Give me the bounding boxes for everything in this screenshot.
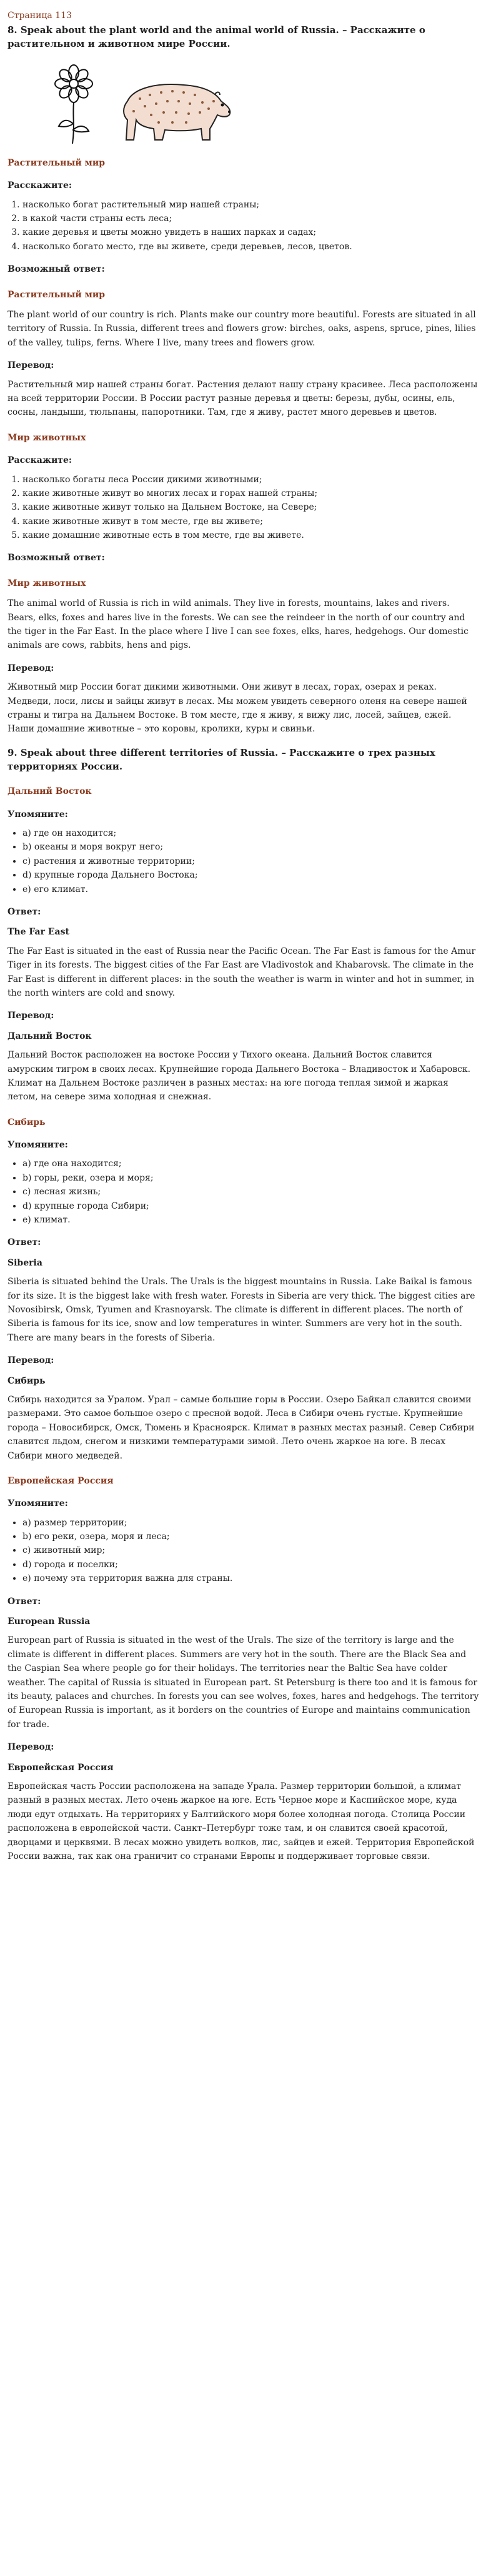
animal-heading: Мир животных bbox=[7, 432, 86, 443]
siberia-text-en: Siberia is situated behind the Urals. The Urals is the biggest mountains in Russia. Lake Baikal is famous for its size. It is the biggest lake with fresh water. Forests in Siberia are very thick. The biggest cities are Novosibirsk, Omsk, Tyumen and Krasnoyarsk. The climate is different in different places. The north of Siberia is famous for its ice, snow and low temperatures in winter. Summers are very hot in the south. There are many bears in the forests of Siberia. bbox=[7, 1277, 475, 1343]
list-item: 2. в какой части страны есть леса; bbox=[22, 212, 480, 225]
fareast-heading: Дальний Восток bbox=[7, 786, 92, 797]
siberia-heading: Сибирь bbox=[7, 1117, 46, 1127]
task9-title: 9. Speak about three different territories of Russia. – Расскажите о трех разных территориях России. bbox=[7, 746, 435, 772]
siberia-text-ru: Сибирь находится за Уралом. Урал – самые большие горы в России. Озеро Байкал славится своими размерами. Это самое большое озеро с пресной водой. Леса в Сибири очень густые. Крупнейшие города – Новосибирск, Омск, Тюмень и Красноярск. Климат в разных местах разный. Север Сибири славится льдом, снегом и низкими температурами зимой. Лето очень жаркое на юге. В лесах Сибири много медведей. bbox=[7, 1394, 475, 1461]
list-item: • d) крупные города Сибири; bbox=[22, 1199, 480, 1213]
animal-text-ru: Животный мир России богат дикими животными. Они живут в лесах, горах, озерах и реках. Медведи, лоси, лисы и зайцы живут в лесах. Мы можем увидеть северного оленя на севере нашей страны и тигра на Дальнем Востоке. В том месте, где я живу, я вижу лис, лосей, зайцев, ежей. Наши домашние животные – это коровы, кролики, куры и свиньи. bbox=[7, 682, 467, 735]
fareast-text-ru: Дальний Восток расположен на востоке России у Тихого океана. Дальний Восток славится амурским тигром в своих лесах. Крупнейшие города Дальнего Востока – Владивосток и Хабаровск. Климат на Дальнем Востоке различен в разных местах: на юге погода теплая зимой и жаркая летом, на севере зима холодная и снежная. bbox=[7, 1050, 471, 1102]
fareast-text-en: The Far East is situated in the east of Russia near the Pacific Ocean. The Far East is famous for the Amur Tiger in its forests. The biggest cities of the Far East are Vladivostok and Khabarovsk. The climate in the Far East is different in different places: in the south the weather is warm in winter and hot in summer, in the north winters are cold and snowy. bbox=[7, 946, 476, 998]
europe-answer-label: Ответ: bbox=[7, 1596, 41, 1607]
list-item: 1. насколько богат растительный мир нашей страны; bbox=[22, 198, 480, 212]
siberia-translation-label: Перевод: bbox=[7, 1355, 54, 1366]
list-item: 4. какие животные живут в том месте, где вы живете; bbox=[22, 515, 480, 528]
task8-title: 8. Speak about the plant world and the animal world of Russia. – Расскажите о растительном и животном мире России. bbox=[7, 24, 425, 50]
animal-list bbox=[7, 473, 480, 543]
fareast-answer-label: Ответ: bbox=[7, 907, 41, 918]
list-item: • d) города и поселки; bbox=[22, 1558, 480, 1572]
fareast-list bbox=[7, 826, 480, 896]
siberia-mention-label: Упомяните: bbox=[7, 1140, 68, 1151]
page-label: Страница 113 bbox=[7, 11, 72, 21]
siberia-en-title: Siberia bbox=[7, 1257, 42, 1268]
plant-translation-label: Перевод: bbox=[7, 360, 54, 371]
list-item: • c) растения и животные территории; bbox=[22, 855, 480, 868]
list-item: 1. насколько богаты леса России дикими животными; bbox=[22, 473, 480, 487]
europe-text-ru: Европейская часть России расположена на западе Урала. Размер территории большой, а климат разный в разных местах. Лето очень жаркое на юге. Есть Черное море и Каспийское море, куда люди едут отдыхать. На территориях у Балтийского моря более холодная погода. Столица России расположена в европейской части. Санкт–Петербург тоже там, и он славится своей красотой, дворцами и церквями. В лесах можно увидеть волков, лис, зайцев и ежей. Территория Европейской России важна, так как она граничит со странами Европы и поддерживает торговые связи. bbox=[7, 1781, 475, 1861]
list-item: • b) океаны и моря вокруг него; bbox=[22, 840, 480, 854]
bear-icon bbox=[115, 76, 234, 145]
siberia-list bbox=[7, 1157, 480, 1227]
europe-text-en: European part of Russia is situated in the west of the Urals. The size of the territory is large and the climate is different in different places. Summers are very hot in the south. There are the Black Sea and the Caspian Sea where people go for their holidays. The territories near the Baltic Sea have colder weather. The capital of Russia is situated in European part. St Petersburg is there too and it is famous for its beauty, palaces and churches. In forests you can see wolves, foxes, hares and hedgehogs. The territory of European Russia is important, as it borders on the countries of Europe and maintains communication for trade. bbox=[7, 1635, 479, 1730]
fareast-en-title: The Far East bbox=[7, 927, 69, 938]
fareast-ru-title: Дальний Восток bbox=[7, 1031, 92, 1041]
list-item: 5. какие домашние животные есть в том месте, где вы живете. bbox=[22, 528, 480, 542]
fareast-mention-label: Упомяните: bbox=[7, 809, 68, 820]
list-item: 4. насколько богато место, где вы живете, среди деревьев, лесов, цветов. bbox=[22, 240, 480, 254]
list-item: • b) его реки, озера, моря и леса; bbox=[22, 1530, 480, 1543]
europe-list bbox=[7, 1516, 480, 1586]
animal-answer-label: Возможный ответ: bbox=[7, 553, 105, 563]
list-item: 3. какие животные живут только на Дальнем Востоке, на Севере; bbox=[22, 500, 480, 514]
list-item: • e) почему эта территория важна для страны. bbox=[22, 1572, 480, 1585]
plant-tell-label: Расскажите: bbox=[7, 181, 72, 191]
list-item: • e) климат. bbox=[22, 1213, 480, 1227]
animal-tell-label: Расскажите: bbox=[7, 455, 72, 466]
siberia-answer-label: Ответ: bbox=[7, 1237, 41, 1248]
list-item: 2. какие животные живут во многих лесах и горах нашей страны; bbox=[22, 487, 480, 500]
plant-list bbox=[7, 198, 480, 254]
list-item: • c) лесная жизнь; bbox=[22, 1185, 480, 1199]
plant-answer-label: Возможный ответ: bbox=[7, 264, 105, 275]
flower-icon bbox=[54, 64, 94, 145]
europe-ru-title: Европейская Россия bbox=[7, 1762, 114, 1773]
illustrations bbox=[54, 57, 480, 145]
plant-text-ru: Растительный мир нашей страны богат. Растения делают нашу страну красивее. Леса расположены на всей территории России. В России растут разные деревья и цветы: березы, дубы, осины, ель, сосны, ландыши, тюльпаны, папоротники. Там, где я живу, растет много деревьев и цветов. bbox=[7, 379, 478, 418]
animal-heading-2: Мир животных bbox=[7, 578, 86, 588]
fareast-translation-label: Перевод: bbox=[7, 1011, 54, 1021]
europe-mention-label: Упомяните: bbox=[7, 1499, 68, 1509]
list-item: • а) где он находится; bbox=[22, 826, 480, 840]
animal-translation-label: Перевод: bbox=[7, 663, 54, 673]
list-item: • c) животный мир; bbox=[22, 1543, 480, 1557]
list-item: • а) где она находится; bbox=[22, 1157, 480, 1171]
list-item: • d) крупные города Дальнего Востока; bbox=[22, 868, 480, 882]
plant-heading-2: Растительный мир bbox=[7, 289, 106, 300]
europe-heading: Европейская Россия bbox=[7, 1475, 114, 1486]
europe-translation-label: Перевод: bbox=[7, 1742, 54, 1753]
siberia-ru-title: Сибирь bbox=[7, 1375, 46, 1386]
list-item: 3. какие деревья и цветы можно увидеть в наших парках и садах; bbox=[22, 225, 480, 239]
plant-heading: Растительный мир bbox=[7, 157, 106, 168]
list-item: • а) размер территории; bbox=[22, 1516, 480, 1530]
plant-text-en: The plant world of our country is rich. Plants make our country more beautiful. Forests are situated in all territory of Russia. In Russia, different trees and flowers grow: birches, oaks, aspens, spruce, pines, lilies of the valley, tulips, ferns. Where I live, many trees and flowers grow. bbox=[7, 310, 476, 348]
europe-en-title: European Russia bbox=[7, 1617, 91, 1627]
animal-text-en: The animal world of Russia is rich in wild animals. They live in forests, mountains, lakes and rivers. Bears, elks, foxes and hares live in the forests. We can see the reindeer in the north of our country and the tiger in the Far East. In the place where I live I can see foxes, elks, hares, hedgehogs. Our domestic animals are cows, rabbits, hens and pigs. bbox=[7, 598, 469, 651]
list-item: • b) горы, реки, озера и моря; bbox=[22, 1171, 480, 1185]
list-item: • e) его климат. bbox=[22, 883, 480, 896]
